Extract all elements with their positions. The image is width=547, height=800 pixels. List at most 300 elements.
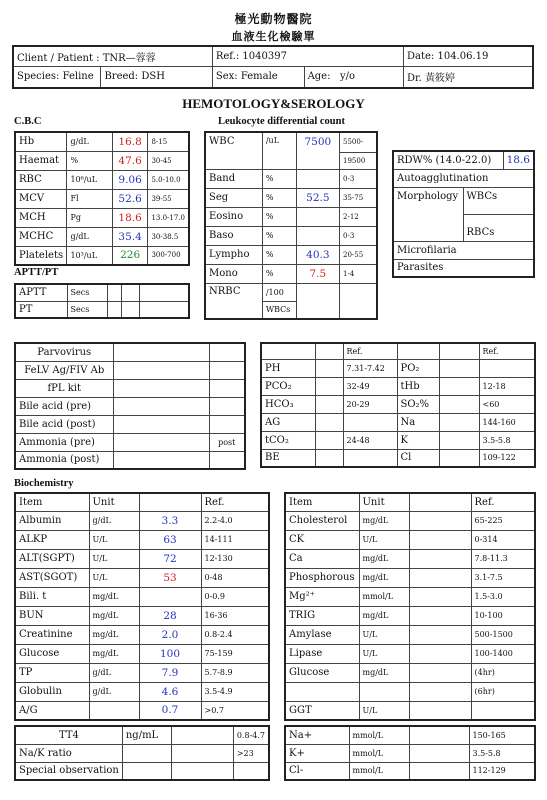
clinic-name: 極光動物醫院 (234, 12, 313, 26)
biochem-value (409, 625, 471, 644)
aptt-unit: Secs (67, 284, 107, 301)
serology-test-name: Bile acid (post) (15, 415, 113, 433)
biochem-ref: 3.5-4.9 (201, 682, 269, 701)
biochem-value: 4.6 (139, 682, 201, 701)
biochem-row (285, 530, 535, 549)
leuko-cell-name: Eosino (205, 207, 262, 226)
gas-value (315, 449, 343, 467)
serology-row (15, 415, 245, 433)
leuko-cell-name: Baso (205, 226, 262, 245)
biochem-unit: mg/dL (359, 549, 409, 568)
gas-param-name-2: tHb (397, 377, 439, 395)
biochem-unit: U/L (359, 530, 409, 549)
biochem-ref-header: Ref. (471, 493, 535, 511)
cbc-row (15, 227, 189, 246)
serology-test-name: FeLV Ag/FIV Ab (15, 361, 113, 379)
electrolyte-value (409, 744, 469, 762)
biochem-value (409, 568, 471, 587)
biochem-ref: (6hr) (471, 682, 535, 701)
biochem-ref: 7.8-11.3 (471, 549, 535, 568)
biochem-value (409, 549, 471, 568)
serology-extra (209, 415, 245, 433)
serology-extra (209, 361, 245, 379)
serology-row (15, 433, 245, 451)
biochem-ref: 1.5-3.0 (471, 587, 535, 606)
biochem-value (409, 587, 471, 606)
electrolyte-unit: mmol/L (349, 744, 409, 762)
biochem-ref-header: Ref. (201, 493, 269, 511)
serology-row (15, 361, 245, 379)
biochem-unit: U/L (359, 701, 409, 720)
tt4-test-name: TT4 (15, 726, 122, 744)
tt4-unit: ng/mL (122, 726, 171, 744)
cbc-unit: % (67, 151, 112, 170)
cbc-ref: 13.0-17.0 (148, 208, 189, 227)
biochem-value: 7.9 (139, 663, 201, 682)
biochem-ref: 3.1-7.5 (471, 568, 535, 587)
gas-ref: 24-48 (343, 431, 397, 449)
cbc-value: 35.4 (112, 227, 148, 246)
cbc-row (15, 189, 189, 208)
serology-result (113, 379, 209, 397)
cbc-ref: 5.0-10.0 (148, 170, 189, 189)
breed-cell: Breed: DSH (101, 66, 212, 88)
cbc-test-name: RBC (15, 170, 67, 189)
leuko-cell-name: Lympho (205, 245, 262, 264)
leuko-cell-name: Band (205, 169, 262, 188)
cbc-row (15, 132, 189, 151)
biochem-value: 2.0 (139, 625, 201, 644)
leuko-title: Leukocyte differential count (218, 116, 345, 127)
cbc-ref: 8-15 (148, 132, 189, 151)
biochem-row (285, 549, 535, 568)
biochem-value-header (139, 493, 201, 511)
leuko-row (205, 207, 377, 226)
biochem-ref: (4hr) (471, 663, 535, 682)
tt4-table (14, 725, 270, 781)
electrolyte-unit: mmol/L (349, 762, 409, 780)
electrolyte-ref: 3.5-5.8 (469, 744, 535, 762)
leuko-ref: 35-75 (340, 188, 378, 207)
leuko-row (205, 264, 377, 283)
date-cell: Date: 104.06.19 (403, 46, 533, 66)
biochem-ref: 75-159 (201, 644, 269, 663)
leuko-row (205, 226, 377, 245)
biochem-left-table (14, 492, 270, 721)
tt4-ref: >23 (233, 744, 269, 762)
gas-value (315, 431, 343, 449)
serology-result (113, 433, 209, 451)
nrbc-ref (340, 283, 378, 319)
leuko-cell-name: Mono (205, 264, 262, 283)
blood-gas-row (261, 431, 535, 449)
biochem-ref: 12-130 (201, 549, 269, 568)
gas-header-blank (315, 343, 343, 359)
electrolyte-ref: 150-165 (469, 726, 535, 744)
biochem-row (285, 511, 535, 530)
biochem-test-name: Albumin (15, 511, 89, 530)
patient-info-table (12, 45, 534, 89)
leuko-ref: 2-12 (340, 207, 378, 226)
rdw-value: 18.6 (503, 151, 534, 169)
serology-table (14, 342, 246, 470)
aptt-row (15, 301, 189, 318)
biochem-unit: mg/dL (359, 568, 409, 587)
biochem-row (15, 511, 269, 530)
biochem-unit (89, 701, 139, 720)
serology-test-name: Parvovirus (15, 343, 113, 361)
biochem-row (285, 682, 535, 701)
serology-extra (209, 379, 245, 397)
gas-param-name: HCO₃ (261, 395, 315, 413)
biochem-value: 28 (139, 606, 201, 625)
wbc-label: WBC (205, 132, 262, 169)
leuko-unit: % (262, 188, 296, 207)
leuko-ref: 20-55 (340, 245, 378, 264)
morphology-rbcs: RBCs (463, 214, 534, 241)
biochem-test-name: Glucose (285, 663, 359, 682)
nrbc-value (296, 283, 339, 319)
biochem-ref: 500-1500 (471, 625, 535, 644)
biochem-row (285, 663, 535, 682)
wbc-value: 7500 (296, 132, 339, 169)
electrolyte-value (409, 726, 469, 744)
biochem-test-name: ALT(SGPT) (15, 549, 89, 568)
gas-ref-2: 3.5-5.8 (479, 431, 535, 449)
biochem-test-name: ALKP (15, 530, 89, 549)
biochem-ref: 100-1400 (471, 644, 535, 663)
cbc-ref: 30-38.5 (148, 227, 189, 246)
cbc-unit: Pg (67, 208, 112, 227)
blood-gas-row (261, 359, 535, 377)
tt4-unit (122, 744, 171, 762)
serology-row (15, 343, 245, 361)
wbc-ref1: 5500- (340, 132, 378, 152)
autoagglutination-label: Autoagglutination (393, 169, 534, 187)
electrolyte-table (284, 725, 536, 781)
cbc-unit: 10⁶/uL (67, 170, 112, 189)
blood-gas-row (261, 395, 535, 413)
gas-value-2 (439, 377, 479, 395)
aptt-unit: Secs (67, 301, 107, 318)
biochem-value-header (409, 493, 471, 511)
blood-gas-row (261, 449, 535, 467)
gas-header-blank (439, 343, 479, 359)
serology-row (15, 397, 245, 415)
serology-result (113, 415, 209, 433)
biochem-ref: 5.7-8.9 (201, 663, 269, 682)
biochem-value (139, 587, 201, 606)
serology-result (113, 343, 209, 361)
biochem-value (409, 701, 471, 720)
biochem-unit: g/dL (89, 682, 139, 701)
aptt-value (107, 284, 121, 301)
biochem-test-name: TP (15, 663, 89, 682)
gas-param-name: BE (261, 449, 315, 467)
aptt-test-name: PT (15, 301, 67, 318)
electrolyte-row (285, 726, 535, 744)
aptt-ref (139, 301, 189, 318)
gas-ref (343, 449, 397, 467)
gas-value-2 (439, 431, 479, 449)
cbc-test-name: Platelets (15, 246, 67, 265)
leuko-row (205, 245, 377, 264)
form-title: 血液生化檢驗單 (231, 30, 316, 43)
cbc-unit: g/dL (67, 132, 112, 151)
cbc-value: 47.6 (112, 151, 148, 170)
biochem-row (15, 625, 269, 644)
biochem-test-name: AST(SGOT) (15, 568, 89, 587)
electrolyte-row (285, 762, 535, 780)
biochem-test-name: Lipase (285, 644, 359, 663)
biochem-test-name: Glucose (15, 644, 89, 663)
leuko-unit: % (262, 226, 296, 245)
leuko-cell-name: Seg (205, 188, 262, 207)
rdw-label: RDW% (14.0-22.0) (393, 151, 503, 169)
serology-result (113, 451, 209, 469)
aptt-table (14, 283, 190, 319)
microfilaria-label: Microfilaria (393, 241, 534, 259)
biochem-row (15, 701, 269, 720)
ref-cell: Ref.: 1040397 (212, 46, 403, 66)
client-cell: Client / Patient : TNR—蓉蓉 (13, 46, 212, 66)
biochem-test-name (285, 682, 359, 701)
biochem-row (285, 568, 535, 587)
cbc-test-name: Hb (15, 132, 67, 151)
gas-ref-2: 12-18 (479, 377, 535, 395)
aptt-value (107, 301, 121, 318)
biochem-row (15, 682, 269, 701)
gas-ref-2: 109-122 (479, 449, 535, 467)
biochem-row (285, 644, 535, 663)
biochem-row (15, 644, 269, 663)
biochem-value: 53 (139, 568, 201, 587)
biochem-header (285, 493, 535, 511)
biochem-unit: mg/dL (359, 511, 409, 530)
main-heading: HEMOTOLOGY&SEROLOGY (182, 96, 365, 111)
cbc-row (15, 208, 189, 227)
cbc-test-name: MCV (15, 189, 67, 208)
blood-gas-row (261, 377, 535, 395)
cbc-ref: 39-55 (148, 189, 189, 208)
gas-ref-2: <60 (479, 395, 535, 413)
nrbc-row (205, 283, 377, 301)
gas-value (315, 413, 343, 431)
leuko-value (296, 169, 339, 188)
aptt-row (15, 284, 189, 301)
gas-ref-2: 144-160 (479, 413, 535, 431)
gas-ref-header: Ref. (343, 343, 397, 359)
nrbc-label: NRBC (205, 283, 262, 319)
biochem-ref: 16-36 (201, 606, 269, 625)
biochem-row (15, 606, 269, 625)
cbc-value: 9.06 (112, 170, 148, 189)
biochem-unit: U/L (89, 549, 139, 568)
tt4-row (15, 762, 269, 780)
leuko-value (296, 207, 339, 226)
leuko-unit: % (262, 207, 296, 226)
gas-ref: 7.31-7.42 (343, 359, 397, 377)
sex-cell: Sex: Female (212, 66, 304, 88)
blood-gas-table (260, 342, 536, 468)
biochem-value (409, 682, 471, 701)
wbc-ref2: 19500 (340, 152, 378, 169)
leuko-unit: % (262, 245, 296, 264)
tt4-value (171, 744, 233, 762)
leuko-row (205, 188, 377, 207)
biochem-value (409, 530, 471, 549)
biochem-unit: g/dL (89, 663, 139, 682)
gas-ref (343, 413, 397, 431)
electrolyte-row (285, 744, 535, 762)
gas-param-name: PCO₂ (261, 377, 315, 395)
biochem-unit: mg/dL (359, 606, 409, 625)
gas-param-name-2: SO₂% (397, 395, 439, 413)
biochem-test-name: Globulin (15, 682, 89, 701)
cbc-test-name: Haemat (15, 151, 67, 170)
tt4-unit (122, 762, 171, 780)
gas-value (315, 359, 343, 377)
biochem-test-name: CK (285, 530, 359, 549)
ammonia-post-label: post (209, 433, 245, 451)
tt4-value (171, 726, 233, 744)
electrolyte-unit: mmol/L (349, 726, 409, 744)
biochem-row (285, 625, 535, 644)
biochem-row (15, 530, 269, 549)
biochem-item-header: Item (15, 493, 89, 511)
leuko-unit: % (262, 264, 296, 283)
biochem-unit: U/L (359, 625, 409, 644)
biochem-ref: 2.2-4.0 (201, 511, 269, 530)
cbc-value: 16.8 (112, 132, 148, 151)
biochem-value (409, 606, 471, 625)
biochem-header (15, 493, 269, 511)
biochem-value (409, 511, 471, 530)
cbc-test-name: MCHC (15, 227, 67, 246)
biochem-row (285, 701, 535, 720)
electrolyte-ref: 112-129 (469, 762, 535, 780)
gas-value-2 (439, 359, 479, 377)
aptt-title: APTT/PT (14, 267, 59, 278)
aptt-ref (139, 284, 189, 301)
cbc-unit: 10³/uL (67, 246, 112, 265)
cbc-table (14, 131, 190, 266)
gas-value-2 (439, 413, 479, 431)
biochem-title: Biochemistry (14, 478, 74, 489)
gas-header-blank (397, 343, 439, 359)
gas-value-2 (439, 395, 479, 413)
serology-result (113, 361, 209, 379)
leuko-ref: 1-4 (340, 264, 378, 283)
gas-ref-header-2: Ref. (479, 343, 535, 359)
nrbc-unit-2: WBCs (262, 301, 296, 319)
gas-ref-2 (479, 359, 535, 377)
nrbc-unit-1: /100 (262, 283, 296, 301)
biochem-test-name: Phosphorous (285, 568, 359, 587)
cbc-ref: 30-45 (148, 151, 189, 170)
cbc-value: 226 (112, 246, 148, 265)
morphology-wbcs: WBCs (463, 187, 534, 214)
tt4-test-name: Na/K ratio (15, 744, 122, 762)
cbc-title: C.B.C (14, 116, 42, 127)
leuko-ref: 0-3 (340, 169, 378, 188)
cbc-unit: g/dL (67, 227, 112, 246)
biochem-row (15, 587, 269, 606)
biochem-ref: >0.7 (201, 701, 269, 720)
serology-row (15, 451, 245, 469)
blood-gas-header (261, 343, 535, 359)
biochem-row (15, 549, 269, 568)
gas-param-name: AG (261, 413, 315, 431)
leuko-value: 7.5 (296, 264, 339, 283)
biochem-unit: mg/dL (89, 606, 139, 625)
leuko-value: 40.3 (296, 245, 339, 264)
leuko-table (204, 131, 378, 320)
doctor-cell: Dr. 黃筱婷 (403, 66, 533, 88)
biochem-test-name: Cholesterol (285, 511, 359, 530)
serology-test-name: Ammonia (pre) (15, 433, 113, 451)
biochem-ref: 0-48 (201, 568, 269, 587)
biochem-ref: 0-314 (471, 530, 535, 549)
gas-ref: 32-49 (343, 377, 397, 395)
biochem-unit: mmol/L (359, 587, 409, 606)
electrolyte-name: Na+ (285, 726, 349, 744)
biochem-test-name: A/G (15, 701, 89, 720)
biochem-row (15, 568, 269, 587)
biochem-test-name: Ca (285, 549, 359, 568)
biochem-value (409, 663, 471, 682)
morphology-label: Morphology (393, 187, 463, 241)
biochem-unit: U/L (359, 644, 409, 663)
biochem-unit-header: Unit (89, 493, 139, 511)
gas-param-name-2: K (397, 431, 439, 449)
age-cell: Age: y/o (304, 66, 403, 88)
leuko-unit: % (262, 169, 296, 188)
serology-extra (209, 343, 245, 361)
biochem-unit: g/dL (89, 511, 139, 530)
gas-param-name: PH (261, 359, 315, 377)
biochem-unit: mg/dL (359, 663, 409, 682)
gas-value-2 (439, 449, 479, 467)
leuko-value: 52.5 (296, 188, 339, 207)
blood-gas-row (261, 413, 535, 431)
aptt-test-name: APTT (15, 284, 67, 301)
biochem-unit: U/L (89, 530, 139, 549)
serology-result (113, 397, 209, 415)
biochem-test-name: Bili. t (15, 587, 89, 606)
biochem-ref: 0-0.9 (201, 587, 269, 606)
biochem-test-name: BUN (15, 606, 89, 625)
gas-param-name-2: PO₂ (397, 359, 439, 377)
tt4-ref: 0.8-4.7 (233, 726, 269, 744)
biochem-value: 72 (139, 549, 201, 568)
leuko-ref: 0-3 (340, 226, 378, 245)
gas-param-name-2: Cl (397, 449, 439, 467)
biochem-ref: 65-225 (471, 511, 535, 530)
cbc-value: 52.6 (112, 189, 148, 208)
cbc-test-name: MCH (15, 208, 67, 227)
cbc-unit: Fl (67, 189, 112, 208)
biochem-value: 63 (139, 530, 201, 549)
biochem-row (285, 606, 535, 625)
species-cell: Species: Feline (13, 66, 101, 88)
electrolyte-name: K+ (285, 744, 349, 762)
tt4-value (171, 762, 233, 780)
serology-test-name: Bile acid (pre) (15, 397, 113, 415)
cbc-row (15, 151, 189, 170)
wbc-unit: /uL (262, 132, 296, 169)
biochem-unit: mg/dL (89, 625, 139, 644)
